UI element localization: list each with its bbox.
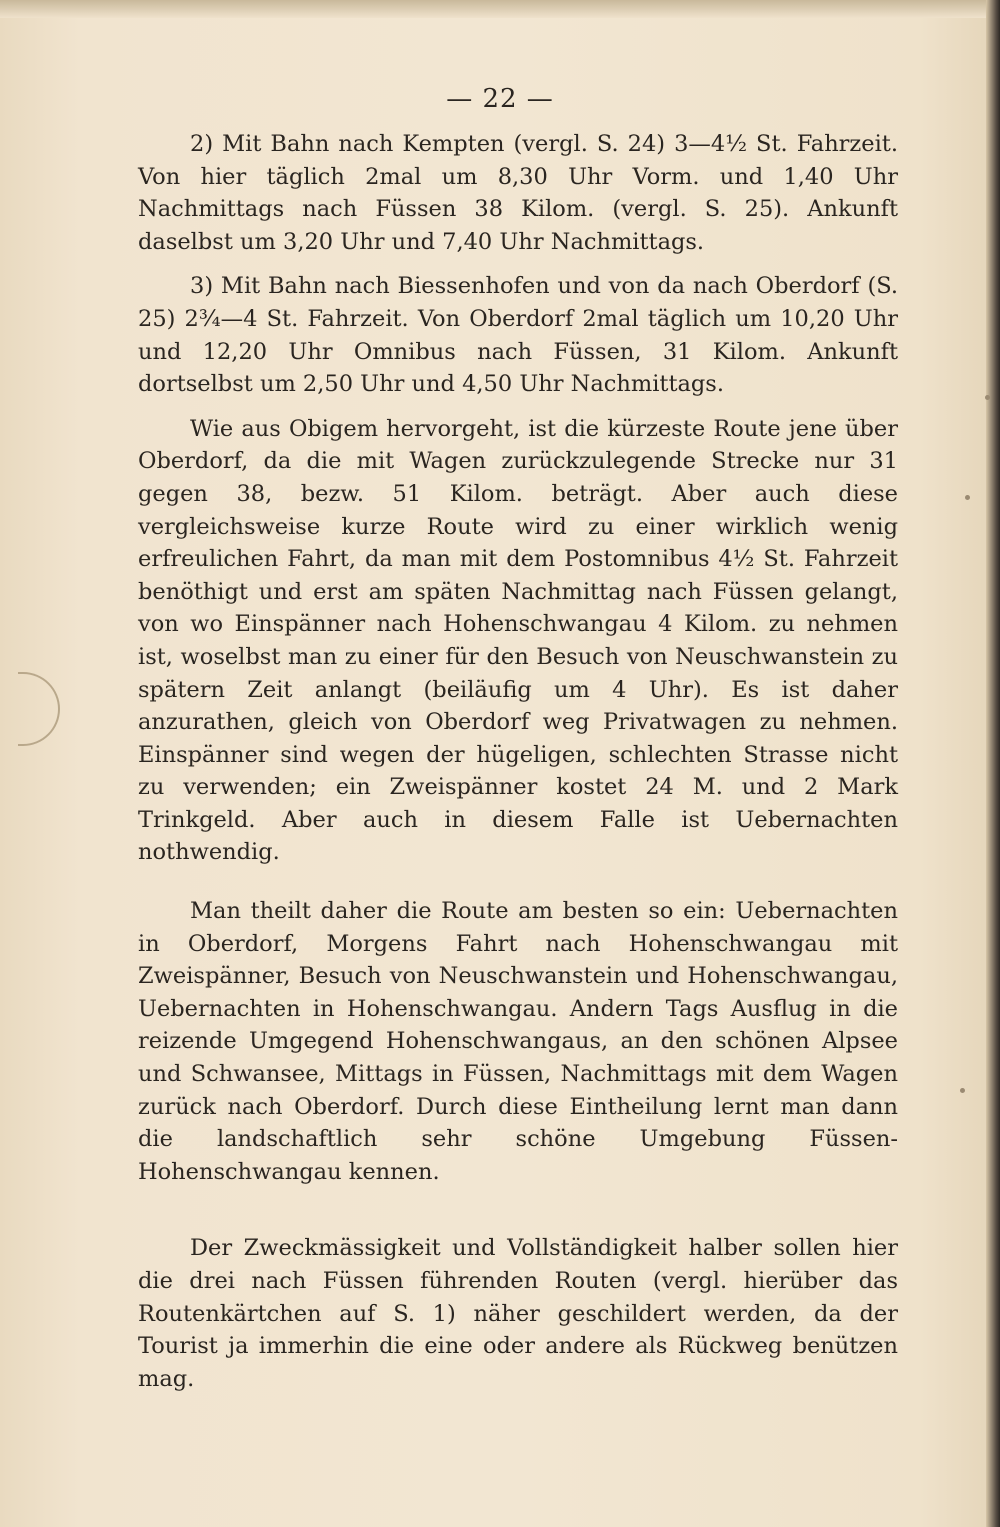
binding-mark bbox=[18, 672, 60, 746]
paragraph-routes-intro: Der Zweckmässigkeit und Vollständigkeit halber sollen hier die drei nach Füssen führenden Routen (vergl. hierüber das Routenkärtchen auf S. 1) näher geschildert werden, da der Tourist ja immerhin die eine oder andere als Rückweg benützen mag. bbox=[138, 1235, 898, 1392]
speck bbox=[960, 1088, 965, 1093]
paragraph-route-2: 2) Mit Bahn nach Kempten (vergl. S. 24) 3—4½ St. Fahrzeit. Von hier täglich 2mal um 8,30 Uhr Vorm. und 1,40 Uhr Nachmittags nach Füssen 38 Kilom. (vergl. S. 25). Ankunft daselbst um 3,20 Uhr und 7,40 Uhr Nachmittags. bbox=[138, 131, 898, 255]
page-number: — 22 — bbox=[446, 84, 554, 114]
body-text bbox=[138, 128, 898, 1395]
page-right-edge bbox=[986, 0, 1000, 1527]
paragraph-shortest-route: Wie aus Obigem hervorgeht, ist die kürzeste Route jene über Oberdorf, da die mit Wagen zurückzulegende Strecke nur 31 gegen 38, bezw. 51 Kilom. beträgt. Aber auch diese vergleichsweise kurze Route wird zu einer wirklich wenig erfreulichen Fahrt, da man mit dem Postomnibus 4½ St. Fahrzeit benöthigt und erst am späten Nachmittag nach Füssen gelangt, von wo Einspänner nach Hohenschwangau 4 Kilom. zu nehmen ist, woselbst man zu einer für den Besuch von Neuschwanstein zu spätern Zeit anlangt (beiläufig um 4 Uhr). Es ist daher anzurathen, gleich von Oberdorf weg Privatwagen zu nehmen. Einspänner sind wegen der hügeligen, schlechten Strasse nicht zu verwenden; ein Zweispänner kostet 24 M. und 2 Mark Trinkgeld. Aber auch in diesem Falle ist Uebernachten nothwendig. bbox=[138, 415, 898, 866]
page-top-shadow bbox=[0, 0, 1000, 18]
paragraph-itinerary: Man theilt daher die Route am besten so ein: Uebernachten in Oberdorf, Morgens Fahrt nach Hohenschwangau mit Zweispänner, Besuch von Neuschwanstein und Hohenschwangau, Uebernachten in Hohenschwangau. Andern Tags Ausflug in die reizende Umgegend Hohenschwangaus, an den schönen Alpsee und Schwansee, Mittags in Füssen, Nachmittags mit dem Wagen zurück nach Oberdorf. Durch diese Eintheilung lernt man dann die landschaftlich sehr schöne Umgebung Füssen-Hohenschwangau kennen. bbox=[138, 898, 898, 1185]
paragraph-route-3: 3) Mit Bahn nach Biessenhofen und von da nach Oberdorf (S. 25) 2¾—4 St. Fahrzeit. Von Oberdorf 2mal täglich um 10,20 Uhr und 12,20 Uhr Omnibus nach Füssen, 31 Kilom. Ankunft dortselbst um 2,50 Uhr und 4,50 Uhr Nachmittags. bbox=[138, 273, 898, 398]
speck bbox=[985, 395, 990, 400]
speck bbox=[965, 495, 970, 500]
